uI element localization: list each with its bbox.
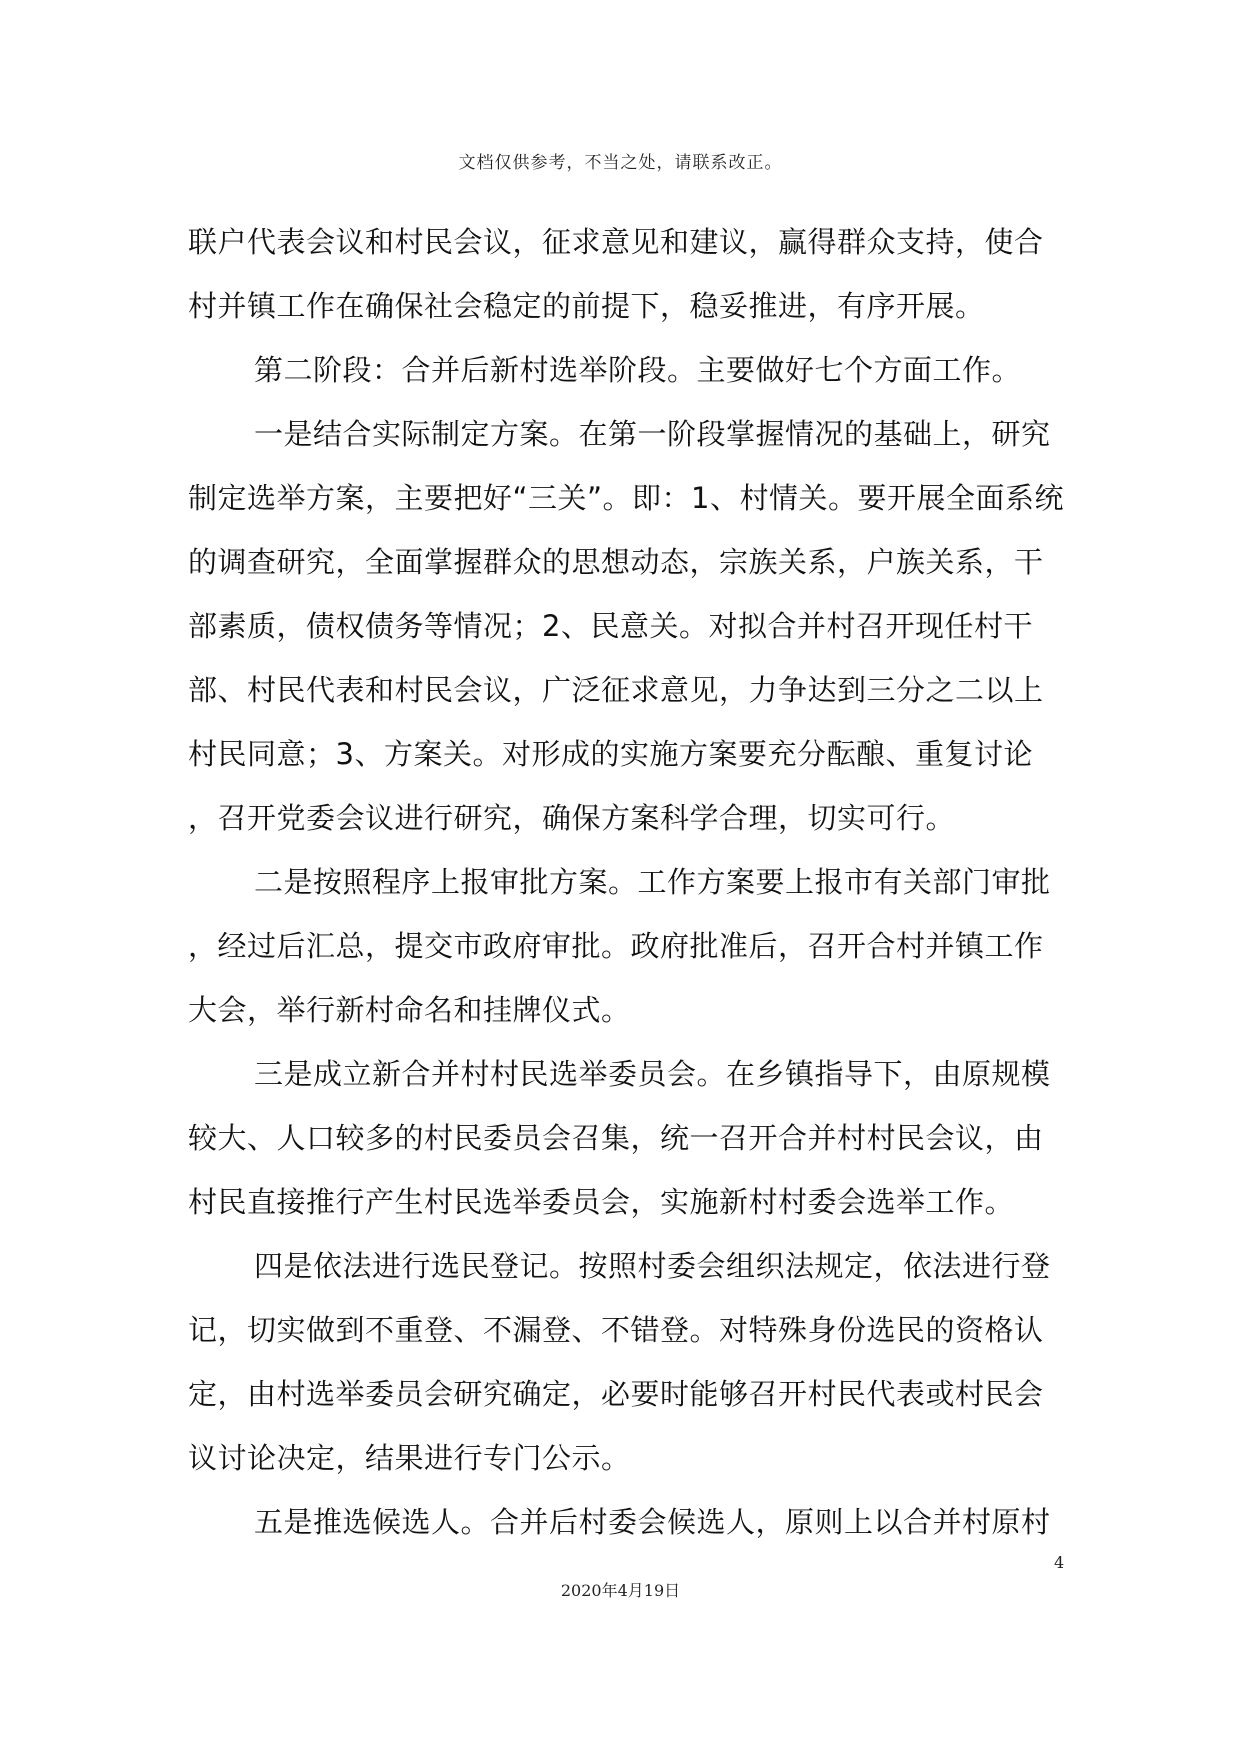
body-line-paragraph-start: 二是按照程序上报审批方案。工作方案要上报市有关部门审批 [254, 865, 1051, 899]
body-line-paragraph-start: 一是结合实际制定方案。在第一阶段掌握情况的基础上，研究 [254, 417, 1051, 451]
body-line-paragraph-start: 五是推选候选人。合并后村委会候选人，原则上以合并村原村 [254, 1505, 1051, 1539]
body-line: 定，由村选举委员会研究确定，必要时能够召开村民代表或村民会 [188, 1377, 1044, 1411]
body-line-paragraph-start: 第二阶段：合并后新村选举阶段。主要做好七个方面工作。 [254, 353, 1022, 387]
body-line: 议讨论决定，结果进行专门公示。 [188, 1441, 631, 1475]
body-line: 较大、人口较多的村民委员会召集，统一召开合并村村民会议，由 [188, 1121, 1044, 1155]
body-line: 部、村民代表和村民会议，广泛征求意见，力争达到三分之二以上 [188, 673, 1044, 707]
document-body [188, 210, 1068, 1554]
body-line: 部素质，债权债务等情况；2、民意关。对拟合并村召开现任村干 [188, 609, 1033, 643]
body-line: ，召开党委会议进行研究，确保方案科学合理，切实可行。 [188, 801, 956, 835]
body-line-paragraph-start: 四是依法进行选民登记。按照村委会组织法规定，依法进行登 [254, 1249, 1051, 1283]
footer-date: 2020年4月19日 [560, 1581, 681, 1600]
body-line: ，经过后汇总，提交市政府审批。政府批准后，召开合村并镇工作 [188, 929, 1044, 963]
body-line: 制定选举方案，主要把好“三关”。即：1、村情关。要开展全面系统 [188, 481, 1064, 515]
page-number: 4 [1054, 1553, 1065, 1572]
body-line: 村民同意；3、方案关。对形成的实施方案要充分酝酿、重复讨论 [188, 737, 1033, 771]
body-line: 大会，举行新村命名和挂牌仪式。 [188, 993, 631, 1027]
document-header-note: 文档仅供参考，不当之处，请联系改正。 [458, 153, 783, 173]
body-line: 联户代表会议和村民会议，征求意见和建议，赢得群众支持，使合 [188, 225, 1044, 259]
body-line: 村民直接推行产生村民选举委员会，实施新村村委会选举工作。 [188, 1185, 1015, 1219]
body-line: 记，切实做到不重登、不漏登、不错登。对特殊身份选民的资格认 [188, 1313, 1044, 1347]
body-line: 的调查研究，全面掌握群众的思想动态，宗族关系，户族关系，干 [188, 545, 1044, 579]
body-line-paragraph-start: 三是成立新合并村村民选举委员会。在乡镇指导下，由原规模 [254, 1057, 1051, 1091]
body-line: 村并镇工作在确保社会稳定的前提下，稳妥推进，有序开展。 [188, 289, 985, 323]
